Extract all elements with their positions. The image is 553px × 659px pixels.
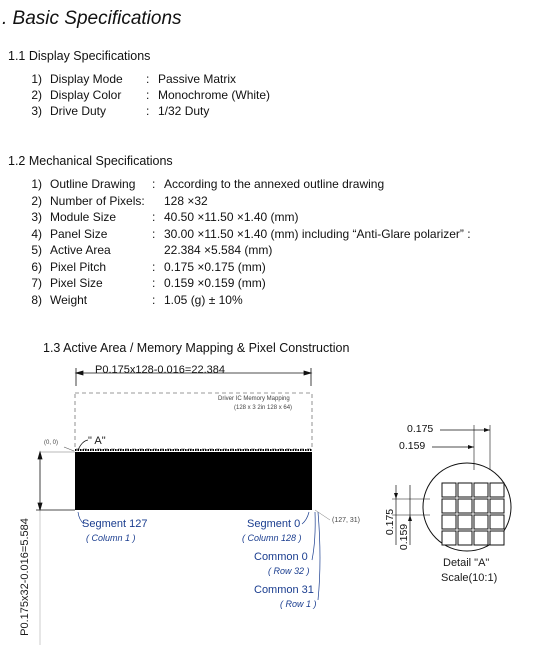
spec-item-number: 1): [31, 177, 42, 191]
detail-size-top: 0.159: [399, 440, 426, 452]
row-32-label: ( Row 32 ): [268, 566, 310, 576]
segment-127-label: Segment 127: [82, 518, 148, 530]
spec-item-label: Display Mode: [50, 72, 123, 86]
spec-item-separator: :: [152, 226, 156, 241]
common-0-label: Common 0: [254, 551, 308, 563]
common-31-label: Common 31: [254, 584, 314, 596]
origin-label: (0, 0): [44, 440, 59, 446]
segment-0-label: Segment 0: [247, 518, 301, 530]
spec-item-separator: :: [152, 177, 156, 191]
spec-item-separator: :: [152, 276, 156, 290]
display-spec-heading: 1.1 Display Specifications: [8, 49, 151, 63]
spec-item-number: 5): [31, 243, 42, 257]
spec-item-label: Module Size: [50, 210, 117, 224]
spec-item-value: Monochrome (White): [158, 88, 271, 102]
spec-item-label: Panel Size: [50, 226, 108, 241]
spec-item-number: 1): [31, 72, 42, 86]
detail-a-ref: " A": [88, 435, 106, 447]
spec-item-label: Pixel Pitch: [50, 259, 107, 274]
spec-item-separator: :: [152, 259, 156, 274]
driver-ic-label: Driver IC Memory Mapping: [218, 396, 290, 402]
spec-item-number: 2): [31, 88, 42, 102]
common0-leader: [312, 512, 315, 560]
corner-leader: [315, 510, 330, 520]
width-dimension-label: P0.175x128-0.016=22.384: [95, 364, 225, 376]
page-title: . Basic Specifications: [2, 8, 182, 29]
column-1-label: ( Column 1 ): [86, 533, 136, 543]
spec-item-separator: :: [146, 104, 150, 118]
detail-a-title: Detail "A": [443, 557, 490, 569]
spec-item-label: Active Area: [50, 243, 111, 257]
detail-a-scale: Scale(10:1): [441, 572, 498, 584]
detail-pitch-left: 0.175: [384, 508, 397, 536]
spec-item-label: Outline Drawing: [50, 177, 136, 191]
spec-item-label: Display Color: [50, 88, 122, 102]
column-128-label: ( Column 128 ): [242, 533, 302, 543]
active-area-block: [75, 452, 312, 510]
spec-item-value: According to the annexed outline drawing: [164, 177, 385, 191]
spec-item-value: 40.50 ×11.50 ×1.40 (mm): [164, 210, 299, 224]
spec-item-number: 7): [31, 276, 42, 290]
spec-item-label: Pixel Size: [50, 276, 103, 290]
spec-item-value: 30.00 ×11.50 ×1.40 (mm) including “Anti-Glare polarizer” :: [164, 226, 471, 241]
active-area-heading: 1.3 Active Area / Memory Mapping & Pixel Construction: [43, 341, 350, 355]
segment0-leader: [302, 512, 309, 524]
spec-item-number: 3): [31, 210, 42, 224]
spec-item-value: Passive Matrix: [158, 72, 237, 86]
spec-item-value: 1/32 Duty: [158, 104, 210, 118]
spec-item-number: 2): [31, 193, 42, 208]
spec-item-number: 8): [31, 292, 42, 307]
spec-item-value: 0.175 ×0.175 (mm): [164, 259, 266, 274]
corner-label: (127, 31): [332, 517, 361, 524]
spec-item-number: 6): [31, 259, 42, 274]
mechanical-spec-heading: 1.2 Mechanical Specifications: [8, 154, 173, 168]
spec-item-separator: :: [152, 292, 156, 307]
spec-item-label: Weight: [50, 292, 88, 307]
row-1-label: ( Row 1 ): [280, 599, 317, 609]
spec-item-value: 128 ×32: [164, 193, 208, 208]
detail-pitch-top: 0.175: [407, 423, 434, 435]
detail-a-leader: [78, 440, 88, 450]
spec-item-label: Number of Pixels:: [50, 193, 145, 208]
driver-ic-size-label: (128 x 3 2in 128 x 64): [234, 405, 293, 411]
spec-item-label: Drive Duty: [50, 104, 107, 118]
spec-item-value: 0.159 ×0.159 (mm): [164, 276, 266, 290]
spec-item-value: 22.384 ×5.584 (mm): [164, 243, 273, 257]
spec-item-value: 1.05 (g) ± 10%: [164, 292, 243, 307]
spec-item-separator: :: [146, 88, 150, 102]
height-dimension: [36, 452, 75, 645]
spec-item-separator: :: [152, 210, 156, 224]
spec-item-number: 4): [31, 226, 42, 241]
spec-item-separator: :: [146, 72, 150, 86]
height-dimension-label: P0.175x32-0.016=5.584: [18, 518, 31, 636]
common31-leader: [318, 512, 320, 600]
spec-item-number: 3): [31, 104, 42, 118]
detail-size-left: 0.159: [398, 523, 411, 551]
